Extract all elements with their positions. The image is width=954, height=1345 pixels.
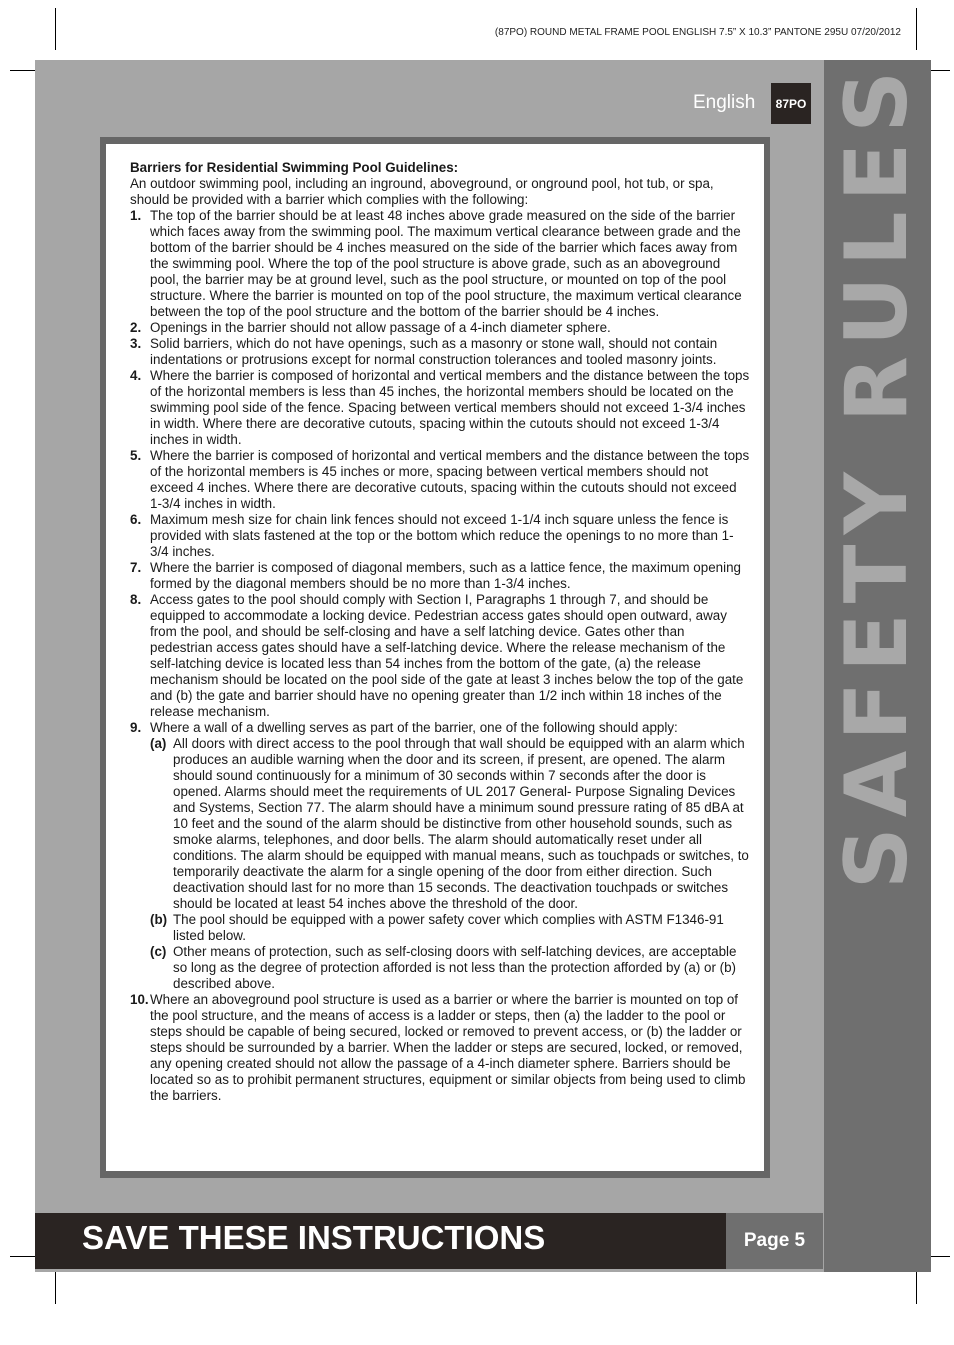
item-number: 6.: [130, 512, 142, 527]
language-label: English: [693, 92, 756, 113]
sub-item: [150, 912, 750, 944]
sub-item-label: (c): [150, 944, 167, 959]
print-header: (87PO) ROUND METAL FRAME POOL ENGLISH 7.5” X 10.3” PANTONE 295U 07/20/2012: [494, 27, 901, 38]
section-title: Barriers for Residential Swimming Pool Guidelines:: [130, 160, 459, 175]
item-number: 3.: [130, 336, 142, 351]
list-item: [130, 560, 750, 592]
list-item: [130, 208, 750, 320]
sub-item-label: (a): [150, 736, 167, 751]
item-text: Where the barrier is composed of diagonal members, such as a lattice fence, the maximum opening formed by the diagonal members should be no more than 1-3/4 inches.: [150, 560, 741, 591]
section-intro: An outdoor swimming pool, including an inground, aboveground, or onground pool, hot tub, or spa, should be provided with a barrier which complies with the following:: [130, 176, 714, 207]
list-item: [130, 320, 750, 336]
model-badge: 87PO: [771, 83, 811, 124]
item-number: 2.: [130, 320, 142, 335]
sub-item: [150, 736, 750, 912]
footer-title: SAVE THESE INSTRUCTIONS: [82, 1219, 546, 1256]
item-text: Maximum mesh size for chain link fences should not exceed 1-1/4 inch square unless the fence is provided with slats fastened at the top or the bottom which reduce the openings to no more than 1-3/4 inches.: [150, 512, 734, 559]
item-text: Where an aboveground pool structure is used as a barrier or where the barrier is mounted on top of the pool structure, and the means of access is a ladder or steps, then (a) the ladder to the pool or steps should be capable of being secured, locked or removed to prevent access, or (b) the ladder or steps should be surrounded by a barrier. When the ladder or steps are secured, locked, or removed, any opening created should not allow the passage of a 4-inch diameter sphere. Barriers should be located so as to prohibit permanent structures, equipment or similar objects from being used to climb the barriers.: [150, 992, 746, 1103]
item-text: Access gates to the pool should comply with Section I, Paragraphs 1 through 7, and should be equipped to accommodate a locking device. Pedestrian access gates should open outward, away from the pool, and should be self-closing and have a self latching device. Gates other than pedestrian access gates should have a self-latching device. Where the release mechanism of the self-latching device is located less than 54 inches from the bottom of the gate, (a) the release mechanism should be located on the pool side of the gate at least 3 inches below the top of the gate and (b) the gate and barrier should have no opening greater than 1/2 inch within 18 inches of the release mechanism.: [150, 592, 744, 719]
item-number: 9.: [130, 720, 142, 735]
list-item: [130, 448, 750, 512]
page-number: Page 5: [726, 1213, 823, 1269]
list-item: [130, 368, 750, 448]
item-number: 8.: [130, 592, 142, 607]
list-item: [130, 720, 750, 992]
item-number: 4.: [130, 368, 142, 383]
sub-item-text: All doors with direct access to the pool through that wall should be equipped with an alarm which produces an audible warning when the door and its screen, if present, are opened. The alarm should sound continuously for a minimum of 30 seconds within 7 seconds after the door is opened. Alarms should meet the requirements of UL 2017 General- Purpose Signaling Devices and Systems, Section 77. The alarm should have a minimum sound pressure rating of 85 dBA at 10 feet and the sound of the alarm should be distinctive from other household sounds, such as smoke alarms, telephones, and door bells. The alarm should automatically reset under all conditions. The alarm should be equipped with manual means, such as touchpads or switches, to temporarily deactivate the alarm for a single opening of the door from either direction. Such deactivation should last for no more than 15 seconds. The deactivation touchpads or switches should be located at least 54 inches above the threshold of the door.: [173, 736, 749, 911]
sub-item: [150, 944, 750, 992]
crop-mark: [916, 1272, 917, 1304]
item-text: Where the barrier is composed of horizontal and vertical members and the distance between the tops of the horizontal members is 45 inches or more, spacing between vertical members should not exceed 4 inches. Where there are decorative cutouts, spacing within the cutouts should not exceed 1-3/4 inches in width.: [150, 448, 750, 511]
item-text: Solid barriers, which do not have openings, such as a masonry or stone wall, should not contain indentations or protrusions except for normal construction tolerances and tooled masonry joints.: [150, 336, 718, 367]
crop-mark: [55, 1272, 56, 1304]
crop-mark: [928, 70, 950, 71]
item-number: 7.: [130, 560, 142, 575]
item-text: Where the barrier is composed of horizontal and vertical members and the distance between the tops of the horizontal members is less than 45 inches, the horizontal members should be located on the swimming pool side of the fence. Spacing between vertical members should not exceed 1-3/4 inches in width. Where there are decorative cutouts, spacing within the cutouts should not exceed 1-3/4 inches in width.: [150, 368, 750, 447]
guidelines-content: [130, 160, 750, 1104]
sub-item-text: The pool should be equipped with a power safety cover which complies with ASTM F1346-91 listed below.: [173, 912, 724, 943]
crop-mark: [10, 1256, 38, 1257]
item-text: Where a wall of a dwelling serves as part of the barrier, one of the following should apply:: [150, 720, 678, 735]
crop-mark: [928, 1256, 950, 1257]
guidelines-list: [130, 208, 750, 1104]
list-item: [130, 592, 750, 720]
crop-mark: [10, 70, 38, 71]
list-item: [130, 512, 750, 560]
sub-item-label: (b): [150, 912, 168, 927]
crop-mark: [916, 8, 917, 50]
item-number: 10.: [130, 992, 149, 1007]
list-item: [130, 992, 750, 1104]
item-text: The top of the barrier should be at least 48 inches above grade measured on the side of the barrier which faces away from the swimming pool. The maximum vertical clearance between grade and the bottom of the barrier should be 4 inches measured on the side of the barrier which faces away from the swimming pool. Where the top of the pool structure is above grade, such as an aboveground pool, the barrier may be at ground level, such as the pool structure, or mounted on top of the pool structure. Where the barrier is mounted on top of the pool structure, the maximum vertical clearance between the top of the pool structure and the bottom of the barrier should be 4 inches.: [150, 208, 742, 319]
side-title: SAFETY RULES: [827, 60, 927, 890]
sub-item-text: Other means of protection, such as self-closing doors with self-latching devices, are acceptable so long as the degree of protection afforded is not less than the protection afforded by (a) or (b) described above.: [173, 944, 737, 991]
item-number: 5.: [130, 448, 142, 463]
item-number: 1.: [130, 208, 142, 223]
list-item: [130, 336, 750, 368]
item-text: Openings in the barrier should not allow passage of a 4-inch diameter sphere.: [150, 320, 611, 335]
